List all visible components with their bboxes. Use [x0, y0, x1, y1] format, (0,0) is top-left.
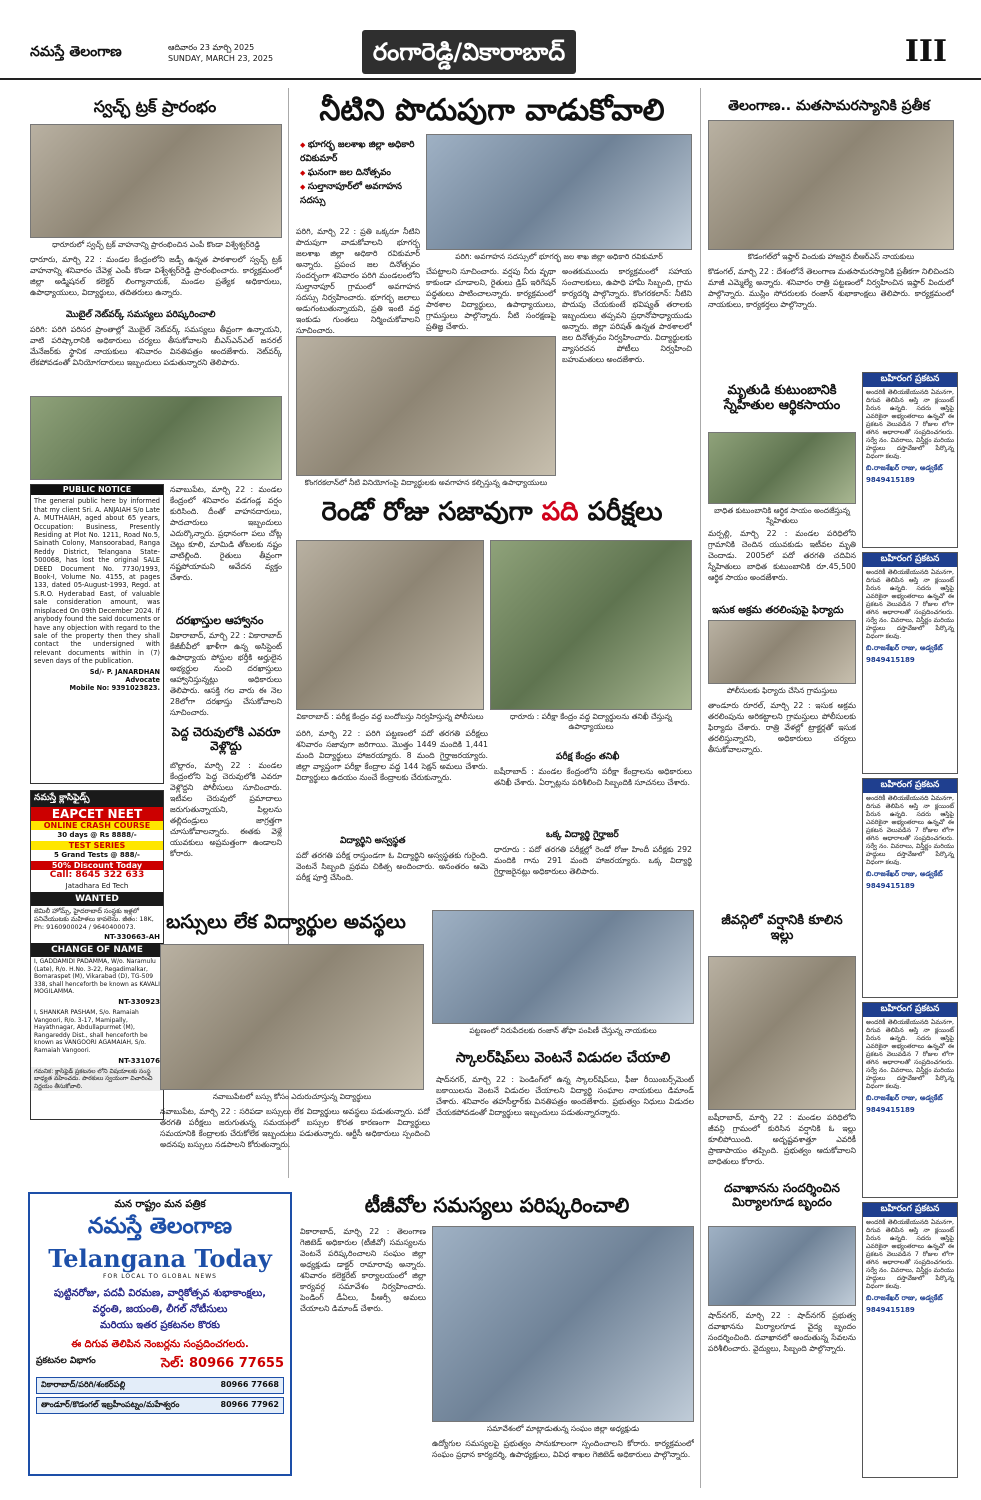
nt-call: ఈ దిగువ తెలిపిన నెంబర్లను సంప్రదించగలరు.	[71, 1339, 249, 1350]
telangana-today-logo: Telangana Today	[48, 1244, 272, 1273]
eapcet-tests: TEST SERIES	[31, 841, 163, 850]
eapcet-days: 30 days @ Rs 8888/-	[57, 831, 137, 839]
water-body-1: పరిగి, మార్చి 22 : ప్రతి ఒక్కరూ నీటిని పొదుపుగా వాడుకోవాలని భూగర్భ జలశాఖ జిల్లా అధికారి రవికుమార్ అన్నారు. ప్రపంచ జల దినోత్సవం సందర్భంగా శనివారం పరిగి మండలంలోని సుల్తానాపూర్ గ్రామంలో అవగాహన సదస్సు నిర్వహించారు. భూగర్భ జలాలు అడుగంటుతున్నాయని, ప్రతి ఇంటి వద్ద ఇంకుడు గుంతలు నిర్మించుకోవాలని సూచించారు.	[296, 227, 420, 335]
eapcet-discount: 50% Discount Today	[31, 861, 163, 870]
sand-subhead: ఇసుక అక్రమ తరలింపుపై ఫిర్యాదు	[712, 605, 844, 616]
tgo-body-1: వికారాబాద్, మార్చి 22 : తెలంగాణ గెజిటెడ్ అధికారుల (టీజీవో) సమస్యలను వెంటనే పరిష్కరించాలని సంఘం జిల్లా అధ్యక్షుడు డాక్టర్ రామారావు అన్నారు. శనివారం కలెక్టరేట్ కార్యాలయంలో జిల్లా కార్యవర్గ సమావేశం నిర్వహించారు. పెండింగ్ డీఏలు, పీఆర్సీ అమలు చేయాలని డిమాండ్ చేశారు.	[300, 1227, 426, 1313]
column-divider	[700, 88, 701, 1488]
classified-body: అందరికీ తెలియజేయునది ఏమనగా, దిగువ తెలిపిన ఆస్తి నా క్లయింట్ పేరున ఉన్నది. సదరు ఆస్తిపై ఎవరికైనా అభ్యంతరాలు ఉన్నచో ఈ ప్రకటన వెలువడిన 7 రోజుల లోగా తగిన ఆధారాలతో సంప్రదించగలరు. సర్వే నం. వివరాలు, విస్తీర్ణం మరియు హద్దులు దస్తావేజులో పేర్కొన్న విధంగా కలవు.	[866, 795, 954, 866]
swachh-photo	[30, 124, 282, 238]
classified-notice	[862, 1002, 958, 1198]
wanted-code: NT-330663-AH	[104, 933, 160, 941]
nt-branch-2-phone: 80966 77962	[220, 1400, 279, 1409]
exams-body-3: బషీరాబాద్ : మండల కేంద్రంలోని పరీక్షా కేంద్రాలను అధికారులు తనిఖీ చేశారు. ఏర్పాట్లను పరిశీలించి సిబ్బందికి సూచనలు చేశారు.	[494, 767, 692, 787]
classified-advocate: బి.రాజశేఖర్ రాజు, అడ్వకేట్	[866, 1094, 943, 1102]
harmony-photo	[708, 120, 954, 250]
classified-title: బహిరంగ ప్రకటన	[863, 373, 957, 387]
house-headline: జీవన్గిలో వర్షానికి కూలిన ఇల్లు	[721, 913, 843, 943]
eapcet-grand: 5 Grand Tests @ 888/-	[54, 851, 140, 859]
exams-body-1: పరిగి, మార్చి 22 : పరిగి పట్టణంలో పదో తరగతి పరీక్షలు శనివారం సజావుగా జరిగాయి. మొత్తం 1449 మందికి 1,441 మంది విద్యార్థులు హాజరయ్యారు. 8 మంది గైర్హాజరయ్యారు. జిల్లా వ్యాప్తంగా పరీక్షా కేంద్రాల వద్ద 144 సెక్షన్ అమలు చేశారు. విద్యార్థులు ఉదయం నుంచే కేంద్రాలకు చేరుకున్నారు.	[296, 729, 488, 782]
water-bullet: ◆ సుల్తానాపూర్‌లో అవగాహన సదస్సు	[300, 180, 420, 208]
sand-body: తాండూరు రూరల్, మార్చి 22 : ఇసుక అక్రమ తరలింపును అరికట్టాలని గ్రామస్తులు పోలీసులకు ఫిర్యాదు చేశారు. రాత్రి వేళల్లో ట్రాక్టర్లతో ఇసుక తరలిస్తున్నారని, అధికారులు చర్యలు తీసుకోవాలన్నారు.	[708, 701, 856, 754]
classified-body: అందరికీ తెలియజేయునది ఏమనగా, దిగువ తెలిపిన ఆస్తి నా క్లయింట్ పేరున ఉన్నది. సదరు ఆస్తిపై ఎవరికైనా అభ్యంతరాలు ఉన్నచో ఈ ప్రకటన వెలువడిన 7 రోజుల లోగా తగిన ఆధారాలతో సంప్రదించగలరు. సర్వే నం. వివరాలు, విస్తీర్ణం మరియు హద్దులు దస్తావేజులో పేర్కొన్న విధంగా కలవు.	[866, 1019, 954, 1090]
date-english: SUNDAY, MARCH 23, 2025	[168, 54, 274, 63]
water-bullets	[300, 138, 420, 208]
water-photo-2	[296, 336, 556, 476]
notice-role: Advocate	[125, 675, 160, 684]
eapcet-course: ONLINE CRASH COURSE	[31, 821, 163, 830]
nt-logo: నమస్తే తెలంగాణ	[87, 1214, 233, 1239]
exams-subhead-1: విద్యార్థిని అస్వస్థత	[340, 836, 406, 846]
hospital-headline: దవాఖానను సందర్శించిన మిర్యాలగూడ బృందం	[724, 1181, 840, 1209]
classified-phone: 9849415189	[866, 1106, 915, 1114]
nt-service-line: మరియు ఇతర ప్రకటనల కొరకు	[100, 1320, 220, 1331]
nt-service-line: వర్ధంతి, జయంతి, లీగల్ నోటీసులు	[92, 1304, 228, 1315]
nt-branch-1-phone: 80966 77668	[220, 1380, 279, 1389]
classifieds-label: నమస్తే క్లాసిఫైడ్స్	[31, 791, 163, 807]
water-caption-2: కొంగరకలాన్‌లో నీటి వినియోగంపై విద్యార్థులకు అవగాహన కల్పిస్తున్న ఉపాధ్యాయులు	[304, 478, 548, 487]
tgo-body-2: ఉద్యోగుల సమస్యలపై ప్రభుత్వం సానుకూలంగా స్పందించాలని కోరారు. కార్యక్రమంలో సంఘం ప్రధాన కార్యదర్శి, ఉపాధ్యక్షులు, వివిధ శాఖల గెజిటెడ్ అధికారులు పాల్గొన్నారు.	[432, 1439, 694, 1459]
aid-photo	[708, 432, 856, 504]
classifieds-disclaimer: గమనిక: క్లాసిఫైడ్ ప్రకటనల లోని విషయాలకు సంస్థ బాధ్యత వహించదు. పాఠకులు స్వయంగా విచారించి నిర్ణయం తీసుకోవాలి.	[31, 1067, 163, 1092]
nt-branch-2-name: తాండూర్/కొడంగల్ ఇబ్రహీంపట్నం/మహేశ్వరం	[41, 1400, 180, 1409]
public-notice	[30, 484, 164, 784]
water-headline: నీటిని పొదుపుగా వాడుకోవాలి	[319, 93, 665, 128]
classified-body: అందరికీ తెలియజేయునది ఏమనగా, దిగువ తెలిపిన ఆస్తి నా క్లయింట్ పేరున ఉన్నది. సదరు ఆస్తిపై ఎవరికైనా అభ్యంతరాలు ఉన్నచో ఈ ప్రకటన వెలువడిన 7 రోజుల లోగా తగిన ఆధారాలతో సంప్రదించగలరు. సర్వే నం. వివరాలు, విస్తీర్ణం మరియు హద్దులు దస్తావేజులో పేర్కొన్న విధంగా కలవు.	[866, 1219, 954, 1290]
bus-body: నవాబుపేట, మార్చి 22 : సరిపడా బస్సులు లేక విద్యార్థులు అవస్థలు పడుతున్నారు. పదో తరగతి పరీక్షలు జరుగుతున్న సమయంలో బస్సుల కొరత కారణంగా విద్యార్థులు సమయానికి కేంద్రాలకు చేరుకోలేక ఇబ్బందులు పడుతున్నారు. ఆర్టీసీ అధికారులు స్పందించి అదనపు బస్సులు నడపాలని కోరుతున్నారు.	[160, 1107, 430, 1149]
exams-subhead-2: పరీక్ష కేంద్రం తనిఖీ	[556, 752, 620, 762]
change-name-1-code: NT-330923	[118, 997, 160, 1006]
nt-branch-1	[36, 1377, 284, 1394]
classified-notice	[862, 1202, 958, 1478]
aid-body: మర్పల్లి, మార్చి 22 : మండల పరిధిలోని గ్రామానికి చెందిన యువకుడు ఇటీవల మృతి చెందాడు. 2005లో పదో తరగతి చదివిన స్నేహితులు బాధిత కుటుంబానికి రూ.45,500 ఆర్థిక సాయం అందజేశారు.	[708, 529, 856, 582]
change-name-title: CHANGE OF NAME	[31, 943, 163, 957]
exams-headline-highlight: పది	[541, 497, 579, 527]
mobile-subhead: మొబైల్ నెట్‌వర్క్ సమస్యలు పరిష్కరించాలి	[66, 310, 216, 320]
water-body-2: చేపట్టాలని సూచించారు. వర్షపు నీరు వృథా కాకుండా చూడాలని, రైతులు డ్రిప్ ఇరిగేషన్ పద్ధతులు పాటించాలన్నారు. కార్యక్రమంలో పాఠశాల విద్యార్థులు, ఉపాధ్యాయులు, గ్రామస్తులు పాల్గొన్నారు. నీటి సంరక్షణపై ప్రతిజ్ఞ చేశారు.	[426, 267, 556, 331]
classified-advocate: బి.రాజశేఖర్ రాజు, అడ్వకేట్	[866, 1294, 943, 1302]
hospital-photo	[708, 1226, 856, 1306]
exams-photo-1	[296, 540, 484, 710]
water-photo-1	[426, 134, 692, 250]
water-body-3: అంతకుముందు కార్యక్రమంలో సహాయ సంచాలకులు, ఉపాధి హామీ సిబ్బంది, గ్రామ కార్యదర్శి పాల్గొన్నారు. కొంగరకలాన్: నీటిని పొదుపు చేయకుంటే భవిష్యత్ తరాలకు ఇబ్బందులు తప్పవని ప్రధానోపాధ్యాయుడు అన్నారు. జిల్లా పరిషత్ ఉన్నత పాఠశాలలో జల దినోత్సవం నిర్వహించారు. విద్యార్థులకు వ్యాసరచన పోటీలు నిర్వహించి బహుమతులు అందజేశారు.	[562, 267, 692, 364]
notice-signature: Sd/- P. JANARDHAN	[89, 667, 160, 676]
sand-caption: పోలీసులకు ఫిర్యాదు చేసిన గ్రామస్తులు	[726, 686, 838, 695]
exams-subhead-3: ఒక్క విద్యార్థి గైర్హాజర్	[546, 830, 619, 840]
classified-phone: 9849415189	[866, 476, 915, 484]
exams-headline-end: పరీక్షలు	[578, 497, 663, 527]
eapcet-title: EAPCET NEET	[31, 807, 163, 821]
notice-title: PUBLIC NOTICE	[31, 485, 163, 495]
dharakhastu-body: వికారాబాద్, మార్చి 22 : వికారాబాద్ కేజీబీవీలో ఖాళీగా ఉన్న అసిస్టెంట్ ఉపాధ్యాయ పోస్టుల భర్తీకి అర్హులైన అభ్యర్థుల నుంచి దరఖాస్తులు ఆహ్వానిస్తున్నట్లు అధికారులు తెలిపారు. ఆసక్తి గల వారు ఈ నెల 28లోగా దరఖాస్తు చేసుకోవాలని సూచించారు.	[170, 631, 282, 717]
wanted-body: జెమిలీ హోమ్స్, హైదరాబాద్ సంస్థకు ఇళ్లలో పనిచేయుటకు మహిళలు కావలెను. జీతం: 18K, Ph: 9160900024 / 9640400073.	[34, 907, 154, 931]
scholarship-body: షాద్‌నగర్, మార్చి 22 : పెండింగ్‌లో ఉన్న స్కాలర్‌షిప్‌లు, ఫీజు రీయింబర్స్‌మెంట్ బకాయిలను వెంటనే విడుదల చేయాలని విద్యార్థి సంఘాల నాయకులు డిమాండ్ చేశారు. శనివారం తహసీల్దార్‌కు వినతిపత్రం అందజేశారు. ప్రభుత్వం నిధులు విడుదల చేయకపోవడంతో విద్యార్థులు ఇబ్బందులు పడుతున్నారన్నారు.	[436, 1075, 694, 1117]
bus-photo	[160, 944, 424, 1090]
bus-caption: నవాబుపేటలో బస్సు కోసం ఎదురుచూస్తున్న విద్యార్థులు	[212, 1092, 372, 1101]
exams-photo-2	[490, 540, 692, 710]
house-body: బషీరాబాద్, మార్చి 22 : మండల పరిధిలోని జీవన్గి గ్రామంలో కురిసిన వర్షానికి ఓ ఇల్లు కూలిపోయింది. అదృష్టవశాత్తూ ఎవరికీ ప్రాణాపాయం తప్పింది. ప్రభుత్వం ఆదుకోవాలని బాధితులు కోరారు.	[708, 1113, 856, 1166]
dharakhastu-subhead: దరఖాస్తుల ఆహ్వానం	[176, 614, 264, 627]
nt-main-phone-row	[36, 1356, 284, 1374]
classified-title: బహిరంగ ప్రకటన	[863, 779, 957, 793]
page-number: III	[904, 34, 947, 69]
exams-body-4: ధారూరు : పదో తరగతి పరీక్షల్లో రెండో రోజు హిందీ పరీక్షకు 292 మందికి గాను 291 మంది హాజరయ్యారు. ఒక్క విద్యార్థి గైర్హాజరైనట్లు అధికారులు తెలిపారు.	[494, 845, 692, 876]
classified-phone: 9849415189	[866, 1306, 915, 1314]
aid-caption: బాధిత కుటుంబానికి ఆర్థిక సాయం అందజేస్తున్న స్నేహితులు	[714, 506, 850, 525]
classified-notice	[862, 372, 958, 548]
nt-services	[30, 1286, 290, 1334]
nt-service-line: పుట్టినరోజు, పదవీ విరమణ, వార్షికోత్సవ శుభాకాంక్షలు,	[53, 1288, 267, 1299]
water-bullet: ◆ భూగర్భ జలశాఖ జిల్లా అధికారి రవికుమార్	[300, 138, 420, 166]
classified-advocate: బి.రాజశేఖర్ రాజు, అడ్వకేట్	[866, 644, 943, 652]
nt-main-phone: సెల్: 80966 77655	[160, 1356, 284, 1371]
classified-notice	[862, 552, 958, 774]
nt-branch-1-name: వికారాబాద్/పరిగి/శంకర్‌పల్లి	[41, 1380, 126, 1389]
change-name-2: I, SHANKAR PASHAM, S/o. Ramaiah Vangoori, R/o. 3-17, Mamipally, Hayathnagar, Abdullapurmet (M), Rangareddy Dist., shall henceforth be known as VANGOORI AGAMAIAH, S/o. Ramaiah Vangoori.	[34, 1008, 148, 1054]
classified-body: అందరికీ తెలియజేయునది ఏమనగా, దిగువ తెలిపిన ఆస్తి నా క్లయింట్ పేరున ఉన్నది. సదరు ఆస్తిపై ఎవరికైనా అభ్యంతరాలు ఉన్నచో ఈ ప్రకటన వెలువడిన 7 రోజుల లోగా తగిన ఆధారాలతో సంప్రదించగలరు. సర్వే నం. వివరాలు, విస్తీర్ణం మరియు హద్దులు దస్తావేజులో పేర్కొన్న విధంగా కలవు.	[866, 389, 954, 460]
rain-photo	[30, 396, 282, 480]
classified-title: బహిరంగ ప్రకటన	[863, 1003, 957, 1017]
water-caption-1: పరిగి: అవగాహన సదస్సులో భూగర్భ జల శాఖ జిల్లా అధికారి రవికుమార్	[455, 252, 663, 261]
nt-branch-2	[36, 1397, 284, 1414]
exams-headline-start: రెండో రోజు సజావుగా	[321, 497, 542, 527]
tgo-caption: సమావేశంలో మాట్లాడుతున్న సంఘం జిల్లా అధ్యక్షుడు	[486, 1424, 640, 1433]
bus-headline: బస్సులు లేక విద్యార్థుల అవస్థలు	[166, 911, 406, 933]
classified-body: అందరికీ తెలియజేయునది ఏమనగా, దిగువ తెలిపిన ఆస్తి నా క్లయింట్ పేరున ఉన్నది. సదరు ఆస్తిపై ఎవరికైనా అభ్యంతరాలు ఉన్నచో ఈ ప్రకటన వెలువడిన 7 రోజుల లోగా తగిన ఆధారాలతో సంప్రదించగలరు. సర్వే నం. వివరాలు, విస్తీర్ణం మరియు హద్దులు దస్తావేజులో పేర్కొన్న విధంగా కలవు.	[866, 569, 954, 640]
exams-body-2: పదో తరగతి పరీక్ష రాస్తుండగా ఓ విద్యార్థిని అస్వస్థతకు గురైంది. వెంటనే సిబ్బంది ప్రథమ చికిత్స అందించారు. అనంతరం ఆమె పరీక్ష పూర్తి చేసింది.	[296, 851, 488, 882]
ramzan-photo	[432, 910, 694, 1024]
classified-phone: 9849415189	[866, 882, 915, 890]
nt-sub: FOR LOCAL TO GLOBAL NEWS	[103, 1273, 217, 1280]
change-name-2-code: NT-331076	[118, 1056, 160, 1065]
tgo-photo	[432, 1226, 694, 1422]
exams-caption-2: ధారూరు : పరీక్షా కేంద్రం వద్ద విద్యార్థులను తనిఖీ చేస్తున్న ఉపాధ్యాయులు	[509, 712, 673, 731]
rain-body: నవాబుపేట, మార్చి 22 : మండల కేంద్రంలో శనివారం వడగండ్ల వర్షం కురిసింది. దీంతో వాహనదారులు, పాదచారులు ఇబ్బందులు ఎదుర్కొన్నారు. ప్రధానంగా పలు చోట్ల చెట్లు కూలి, మామిడి తోటలకు నష్టం వాటిల్లింది. రైతులు తీవ్రంగా నష్టపోయామని ఆవేదన వ్యక్తం చేశారు.	[170, 485, 282, 582]
issue-date	[168, 42, 273, 64]
classified-advocate: బి.రాజశేఖర్ రాజు, అడ్వకేట్	[866, 870, 943, 878]
aid-headline: మృతుడి కుటుంబానికి స్నేహితుల ఆర్థికసాయం	[723, 383, 841, 413]
exams-caption-1: వికారాబాద్ : పరీక్ష కేంద్రం వద్ద బందోబస్తు నిర్వహిస్తున్న పోలీసులు	[296, 712, 484, 721]
wanted-title: WANTED	[31, 892, 163, 906]
nt-dept: ప్రకటనల విభాగం	[36, 1356, 96, 1366]
classified-title: బహిరంగ ప్రకటన	[863, 553, 957, 567]
harmony-headline: తెలంగాణ.. మతసామరస్యానికి ప్రతీక	[728, 98, 930, 114]
eapcet-call: Call: 8645 322 633	[49, 870, 145, 880]
classified-title: బహిరంగ ప్రకటన	[863, 1203, 957, 1217]
namaste-telangana-ad	[28, 1192, 292, 1476]
swachh-body: ధారూరు, మార్చి 22 : మండల కేంద్రంలోని జడ్పీ ఉన్నత పాఠశాలలో స్వచ్ఛ్ ట్రక్ వాహనాన్ని శనివారం చేవెళ్ల ఎంపీ కొండా విశ్వేశ్వర్‌రెడ్డి ప్రారంభించారు. కార్యక్రమంలో జిల్లా అడ్మిషనల్ కలెక్టర్ లింగ్యానాయక్, మండల ప్రత్యేక అధికారులు, ఉపాధ్యాయులు, విద్యార్థులు, తదితరులు ఉన్నారు.	[30, 255, 282, 297]
swachh-headline: స్వచ్ఛ్ ట్రక్ ప్రారంభం	[93, 97, 217, 116]
classifieds-ads	[30, 790, 164, 1120]
cheruvu-headline: పెద్ద చెరువులోకి ఎవరూ వెళ్లొద్దు	[171, 725, 281, 753]
classified-phone: 9849415189	[866, 656, 915, 664]
masthead	[0, 0, 981, 80]
paper-name: నమస్తే తెలంగాణ	[30, 44, 122, 60]
eapcet-brand: Jatadhara Ed Tech	[65, 882, 129, 890]
water-bullet: ◆ ఘనంగా జల దినోత్సవం	[300, 166, 420, 180]
exams-headline	[292, 498, 692, 528]
cheruvu-body: బొల్లారం, మార్చి 22 : మండల కేంద్రంలోని పెద్ద చెరువులోకి ఎవరూ వెళ్లొద్దని పోలీసులు సూచించారు. ఇటీవల చెరువులో ప్రమాదాలు జరుగుతున్నాయని, పిల్లలను తల్లిదండ్రులు జాగ్రత్తగా చూసుకోవాలన్నారు. ఈతకు వెళ్లే యువకులు అప్రమత్తంగా ఉండాలని కోరారు.	[170, 761, 282, 858]
notice-mobile: Mobile No: 9391023823.	[69, 684, 160, 693]
nt-tagline: మన రాష్ట్రం మన పత్రిక	[114, 1199, 206, 1210]
classified-advocate: బి.రాజశేఖర్ రాజు, అడ్వకేట్	[866, 464, 943, 472]
tgo-headline: టీజీవోల సమస్యలు పరిష్కరించాలి	[364, 1193, 630, 1217]
ramzan-caption: పట్టణంలో నిరుపేదలకు రంజాన్ తోఫా పంపిణీ చేస్తున్న నాయకులు	[469, 1026, 657, 1035]
house-photo	[708, 956, 856, 1110]
change-name-1: I, GADDAMIDI PADAMMA, W/o. Naramulu (Late), R/o. H.No. 3-22, Regadimalkar, Bomaraspet (M), Vikarabad (D), TG-509 338, shall henceforth be known as KAVALI MOGILAMMA.	[34, 958, 160, 996]
classified-notice	[862, 778, 958, 998]
mobile-body: పరిగి: పరిగి పరిసర ప్రాంతాల్లో మొబైల్ నెట్‌వర్క్ సమస్యలు తీవ్రంగా ఉన్నాయని, వాటి పరిష్కారానికి అధికారులు చర్యలు తీసుకోవాలని బీఎస్ఎన్ఎల్ జనరల్ మేనేజర్‌కు స్థానిక నాయకులు శనివారం వినతిపత్రం అందజేశారు. నెట్‌వర్క్ లేకపోవడంతో వినియోగదారులు ఇబ్బందులు పడుతున్నారని తెలిపారు.	[30, 325, 282, 367]
section-title: రంగారెడ్డి/వికారాబాద్	[362, 30, 576, 74]
harmony-caption: కొడంగల్‌లో ఇఫ్తార్ విందుకు హాజరైన బీఆర్ఎస్ నాయకులు	[747, 252, 915, 261]
notice-body: The general public here by informed that my client Sri. A. ANJAIAH S/o Late A. MUTHAIAH, aged about 65 years, Occupation: Business, Presently Residing at Plot No. 1211, Road No.5, Sainath Colony, Mansoorabad, Ranga Reddy District, Telangana State-500068, has lost the original SALE DEED Document No. 7730/1993, Book-I, Volume No. 4155, at pages 133, dated 05-August-1993, Regd. at S.R.O. Hyderabad East, of valuable sale consideration amount, was misplaced On 09th December 2024. If anybody found the said documents or have any objection with regard to the sale of the property then they shall contact the undersigned with relevant documents within in (7) seven days of the publication.	[34, 497, 160, 666]
swachh-caption: ధారూరులో స్వచ్ఛ్ ట్రక్ వాహనాన్ని ప్రారంభించిన ఎంపీ కొండా విశ్వేశ్వర్‌రెడ్డి	[52, 240, 260, 249]
sand-photo	[708, 620, 856, 684]
hospital-body: షాద్‌నగర్, మార్చి 22 : షాద్‌నగర్ ప్రభుత్వ దవాఖానను మిర్యాలగూడ వైద్య బృందం సందర్శించింది. దవాఖానలో అందుతున్న సేవలను పరిశీలించారు. వైద్యులు, సిబ్బంది పాల్గొన్నారు.	[708, 1311, 856, 1353]
scholarship-headline: స్కాలర్‌షిప్‌లు వెంటనే విడుదల చేయాలి	[455, 1050, 671, 1066]
date-telugu: ఆదివారం 23 మార్చి 2025	[168, 43, 255, 52]
harmony-body: కొడంగల్, మార్చి 22 : దేశంలోనే తెలంగాణ మతసామరస్యానికి ప్రతీకగా నిలిచిందని మాజీ ఎమ్మెల్యే అన్నారు. శనివారం రాత్రి పట్టణంలో నిర్వహించిన ఇఫ్తార్ విందులో పాల్గొన్నారు. ముస్లిం సోదరులకు రంజాన్ శుభాకాంక్షలు తెలిపారు. కార్యక్రమంలో నాయకులు, కార్యకర్తలు పాల్గొన్నారు.	[708, 267, 954, 309]
